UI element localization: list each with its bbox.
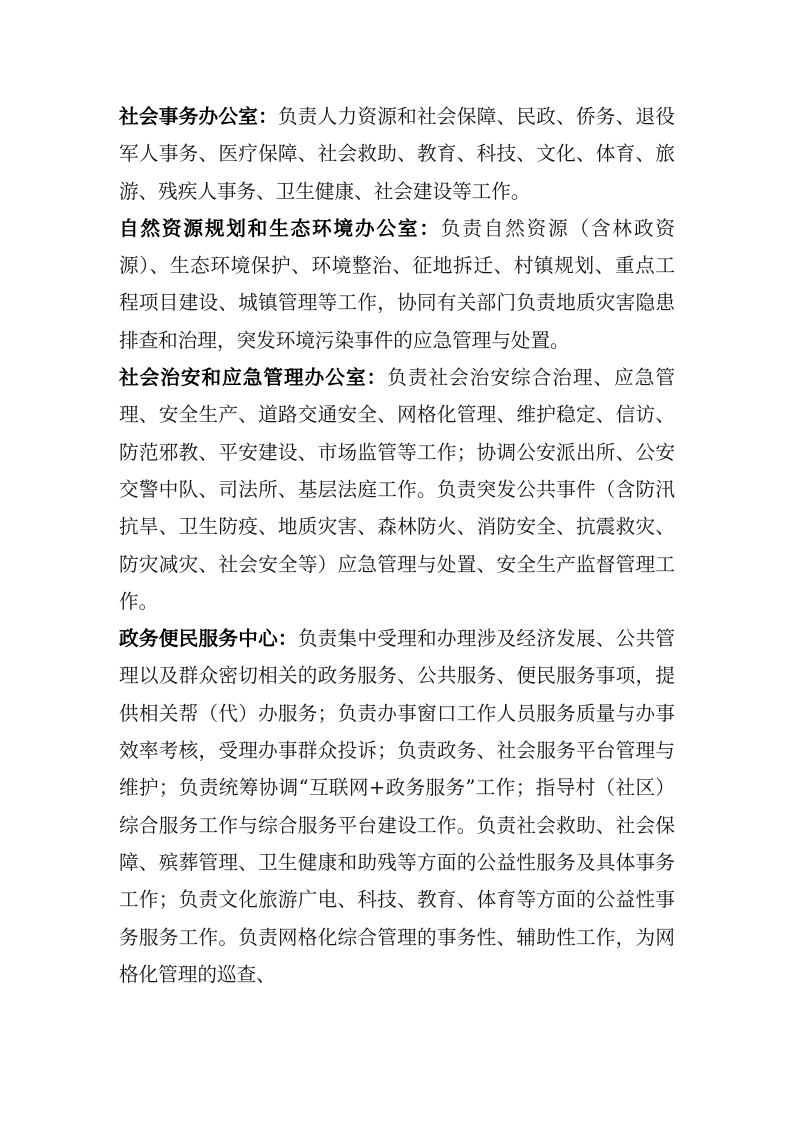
section-social-affairs [119,98,675,210]
section-text: 负责人力资源和社会保障、民政、侨务、退役军人事务、医疗保障、社会救助、教育、科技、文化、体育、旅游、残疾人事务、卫生健康、社会建设等工作。 [119,105,676,203]
section-heading: 社会治安和应急管理办公室： [119,366,388,390]
section-heading: 社会事务办公室： [119,105,278,128]
section-text: 负责自然资源（含林政资源）、生态环境保护、环境整治、征地拆迁、村镇规划、重点工程项目建设、城镇管理等工作，协同有关部门负责地质灾害隐患排查和治理，突发环境污染事件的应急管理与处置。 [119,216,675,352]
section-government-service-center [119,620,675,993]
document-body [119,98,675,993]
section-natural-resources [119,210,675,359]
section-text: 负责社会治安综合治理、应急管理、安全生产、道路交通安全、网格化管理、维护稳定、信访、防范邪教、平安建设、市场监管等工作；协调公安派出所、公安交警中队、司法所、基层法庭工作。负责突发公共事件（含防汛抗旱、卫生防疫、地质灾害、森林防火、消防安全、抗震救灾、防灾减灾、社会安全等）应急管理与处置、安全生产监督管理工作。 [119,366,675,613]
section-text: 负责集中受理和办理涉及经济发展、公共管理以及群众密切相关的政务服务、公共服务、便民服务事项，提供相关帮（代）办服务；负责办事窗口工作人员服务质量与办事效率考核，受理办事群众投诉；负责政务、社会服务平台管理与维护；负责统筹协调“互联网+政务服务”工作；指导村（社区）综合服务工作与综合服务平台建设工作。负责社会救助、社会保障、殡葬管理、卫生健康和助残等方面的公益性服务及具体事务工作；负责文化旅游广电、科技、教育、体育等方面的公益性事务服务工作。负责网格化综合管理的事务性、辅助性工作，为网格化管理的巡查、 [119,627,676,986]
section-heading: 政务便民服务中心： [119,627,298,651]
section-public-security [119,359,675,620]
section-heading: 自然资源规划和生态环境办公室： [119,216,441,240]
